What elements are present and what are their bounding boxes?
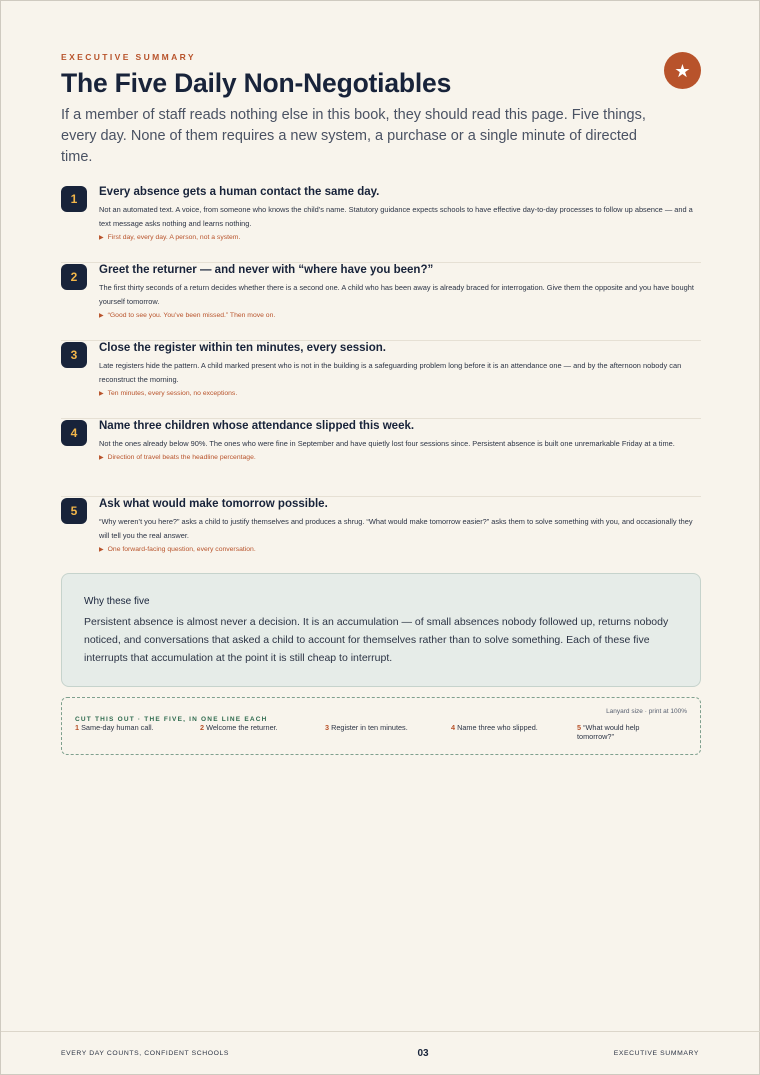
item-body [99,185,701,244]
cutout-item [451,723,571,732]
cutout-header [75,708,687,723]
cutout-item [577,723,672,741]
item-title: Name three children whose attendance slipped this week. [99,420,415,432]
triangle-bullet-icon: ▶ [99,455,104,461]
item-description: Not the ones already below 90%. The ones who were fine in September and have quietly lost four sessions since. Persistent absence is built one unremarkable Friday at a time. [99,439,675,448]
item-title: Ask what would make tomorrow possible. [99,498,328,510]
item-number-badge: 5 [61,498,87,524]
list-item [61,341,701,419]
item-title: Greet the returner — and never with “where have you been?” [99,264,434,276]
footer-divider [1,1031,760,1032]
section-eyebrow: EXECUTIVE SUMMARY [61,52,196,62]
cutout-item-text: Name three who slipped. [457,723,538,732]
item-description: The first thirty seconds of a return decides whether there is a second one. A child who has been away is already braced for interrogation. Give them the opposite and you have bought yourself tomorrow. [99,283,694,306]
list-item [61,185,701,263]
cutout-item-text: Same-day human call. [81,723,154,732]
cutout-item [75,723,195,732]
item-note [99,544,701,556]
list-item [61,419,701,497]
triangle-bullet-icon: ▶ [99,235,104,241]
item-note-text: One forward-facing question, every conversation. [107,546,256,553]
item-number-badge: 2 [61,264,87,290]
triangle-bullet-icon: ▶ [99,391,104,397]
cutout-card [61,697,701,755]
list-item [61,263,701,341]
footer-section-name: EXECUTIVE SUMMARY [613,1050,699,1057]
cutout-print-note: Lanyard size · print at 100% [606,708,687,715]
cutout-item-number: 1 [75,723,80,732]
item-description: Not an automated text. A voice, from someone who knows the child’s name. Statutory guidance expects schools to have effective day-to-day processes to follow up absence — and a text message asks nothing and learns nothing. [99,205,693,228]
item-note-text: “Good to see you. You’ve been missed.” Then move on. [107,312,276,319]
triangle-bullet-icon: ▶ [99,547,104,553]
item-body [99,419,701,464]
item-note-text: First day, every day. A person, not a system. [107,234,241,241]
item-note [99,232,701,244]
triangle-bullet-icon: ▶ [99,313,104,319]
cutout-item-text: Register in ten minutes. [331,723,408,732]
item-title: Close the register within ten minutes, every session. [99,342,386,354]
callout-text: Persistent absence is almost never a decision. It is an accumulation — of small absences nobody followed up, returns nobody noticed, and conversations that asked a child to account for themselves rather than to solve something. Each of these five interrupts that accumulation at the point it is still cheap to interrupt. [84,616,669,664]
item-description: “Why weren’t you here?” asks a child to justify themselves and produces a shrug. “What would make tomorrow easier?” asks them to solve something with you, and occasionally they will tell you the real answer. [99,517,693,540]
item-body [99,341,701,400]
item-description: Late registers hide the pattern. A child marked present who is not in the building is a safeguarding problem long before it is an attendance one — and by the afternoon nobody can reconstruct the morning. [99,361,682,384]
item-number-badge: 4 [61,420,87,446]
cutout-item-text: Welcome the returner. [206,723,278,732]
list-item [61,497,701,575]
cutout-item-text: “What would help tomorrow?” [577,723,640,741]
item-number-badge: 3 [61,342,87,368]
footer-book-title: EVERY DAY COUNTS, CONFIDENT SCHOOLS [61,1050,230,1057]
item-note [99,388,701,400]
cutout-item-number: 4 [451,723,456,732]
cutout-item-number: 2 [200,723,205,732]
page-number: 03 [417,1048,429,1059]
cutout-items [75,723,687,753]
star-icon: ★ [664,52,701,89]
cutout-item [325,723,445,732]
cutout-item [200,723,320,732]
non-negotiables-list [61,185,701,575]
callout-title: Why these five [84,596,150,607]
item-note [99,452,701,464]
item-body [99,497,701,556]
item-title: Every absence gets a human contact the same day. [99,186,380,198]
intro-paragraph: If a member of staff reads nothing else in this book, they should read this page. Five things, every day. None of them requires a new system, a purchase or a single minute of directed time. [61,107,646,165]
item-body [99,263,701,322]
cutout-item-number: 5 [577,723,582,732]
cutout-label: CUT THIS OUT · THE FIVE, IN ONE LINE EACH [75,716,268,723]
item-note-text: Direction of travel beats the headline percentage. [107,454,256,461]
item-number-badge: 1 [61,186,87,212]
page-title: The Five Daily Non-Negotiables [61,68,452,98]
why-these-five-callout [61,573,701,687]
item-note [99,310,701,322]
cutout-item-number: 3 [325,723,330,732]
item-note-text: Ten minutes, every session, no exceptions. [107,390,238,397]
